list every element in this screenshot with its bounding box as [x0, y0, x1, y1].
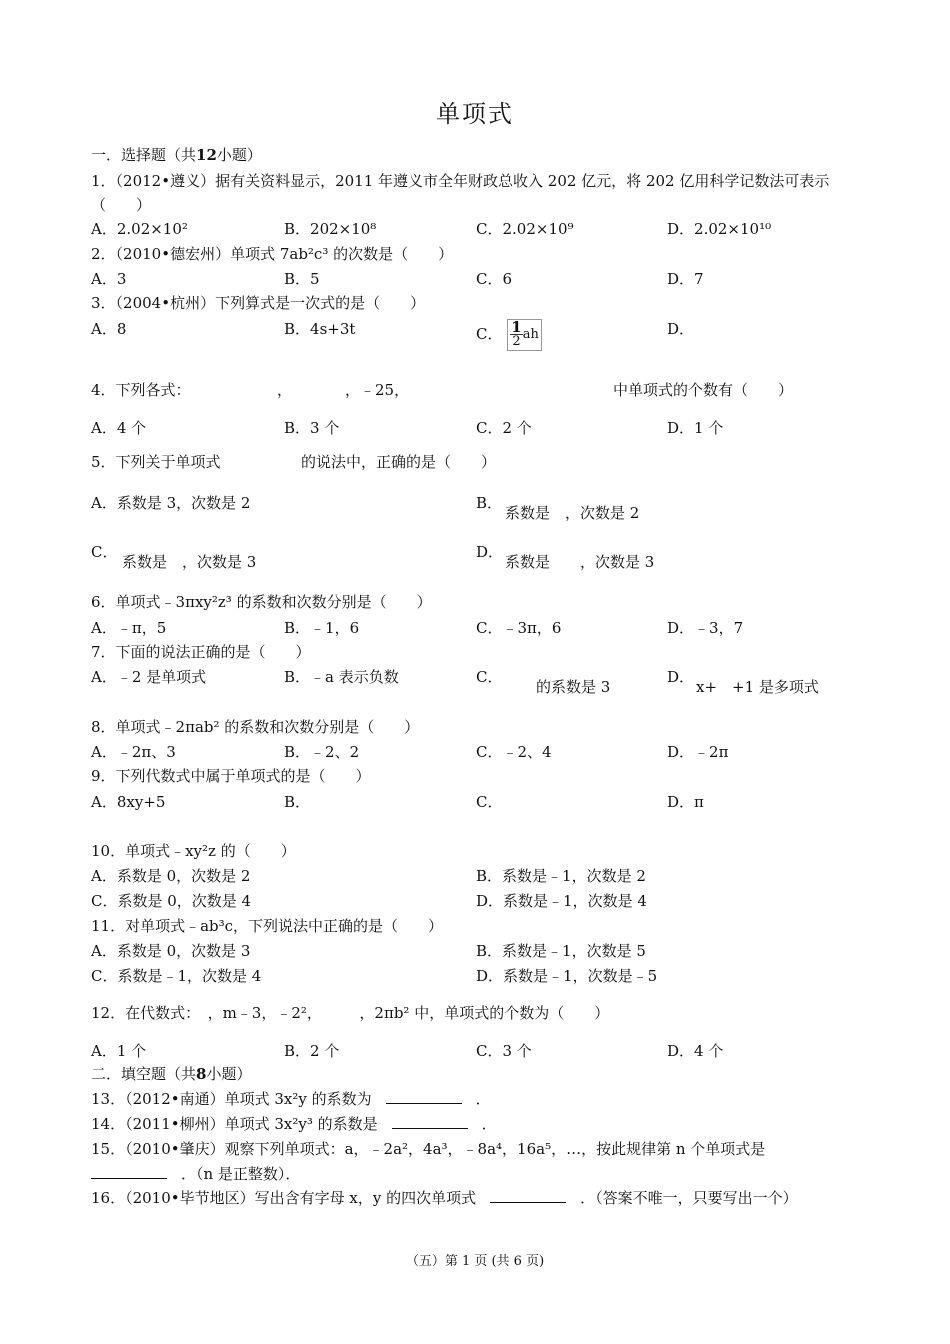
- q5-option-b[interactable]: B． 系数是 ，次数是 2: [476, 494, 640, 522]
- q10-option-a[interactable]: A．系数是 0，次数是 2: [91, 867, 251, 885]
- question-12: 12．在代数式： ，m﹣3，﹣2²， ，2πb² 中，单项式的个数为（ ）: [91, 1004, 610, 1022]
- question-6: 6．单项式﹣3πxy²z³ 的系数和次数分别是（ ）: [91, 593, 432, 611]
- page-title: 单项式: [436, 100, 514, 128]
- q12-option-b[interactable]: B．2 个: [284, 1042, 340, 1060]
- q11-option-b[interactable]: B．系数是﹣1，次数是 5: [476, 942, 646, 960]
- q7-option-b[interactable]: B．﹣a 表示负数: [284, 668, 399, 686]
- q9-option-b[interactable]: B．: [284, 793, 311, 811]
- question-11: 11．对单项式﹣ab³c，下列说法中正确的是（ ）: [91, 917, 444, 935]
- question-7: 7．下面的说法正确的是（ ）: [91, 643, 311, 661]
- q7-option-c[interactable]: C． 的系数是 3: [476, 668, 611, 696]
- q2-option-a[interactable]: A．3: [91, 270, 127, 288]
- q4-option-b[interactable]: B．3 个: [284, 419, 340, 437]
- q8-option-a[interactable]: A．﹣2π、3: [91, 743, 176, 761]
- q11-option-a[interactable]: A．系数是 0，次数是 3: [91, 942, 251, 960]
- q14-answer-blank[interactable]: [392, 1114, 468, 1129]
- q2-option-d[interactable]: D．7: [667, 270, 704, 288]
- q12-option-a[interactable]: A．1 个: [91, 1042, 147, 1060]
- q13-answer-blank[interactable]: [386, 1089, 462, 1104]
- question-13: 13．（2012•南通）单项式 3x²y 的系数为 ．: [91, 1090, 491, 1108]
- q3-formula-image: $\frac{1}{2}$ ah: [507, 319, 542, 351]
- q10-option-b[interactable]: B．系数是﹣1，次数是 2: [476, 867, 646, 885]
- section-choice-header: 一．选择题（共12小题）: [91, 146, 262, 164]
- q9-option-d[interactable]: D．π: [667, 793, 704, 811]
- question-15: 15．（2010•肇庆）观察下列单项式：a，﹣2a²，4a³，﹣8a⁴，16a⁵，…，按此规律第 n 个单项式是: [91, 1140, 766, 1158]
- q9-option-a[interactable]: A．8xy+5: [91, 793, 166, 811]
- page-footer: （五）第 1 页 (共 6 页): [405, 1254, 545, 1269]
- q3-option-b[interactable]: B．4s+3t: [284, 320, 356, 338]
- q1-option-a[interactable]: A．2.02×10²: [91, 220, 188, 238]
- q1-option-b[interactable]: B．202×10⁸: [284, 220, 377, 238]
- q15-answer-blank[interactable]: [91, 1164, 167, 1179]
- question-9: 9．下列代数式中属于单项式的是（ ）: [91, 767, 371, 785]
- q11-option-c[interactable]: C．系数是﹣1，次数是 4: [91, 967, 262, 985]
- section-fill-header: 二．填空题（共8小题）: [91, 1065, 252, 1083]
- question-1: 1．（2012•遵义）据有关资料显示，2011 年遵义市全年财政总收入 202 亿元，将 202 亿用科学记数法可表示（ ）: [91, 172, 830, 214]
- q11-option-d[interactable]: D．系数是﹣1，次数是﹣5: [476, 967, 658, 985]
- q5-option-c[interactable]: C． 系数是 ，次数是 3: [91, 543, 257, 571]
- question-16: 16．（2010•毕节地区）写出含有字母 x，y 的四次单项式 ．（答案不唯一，只要写出一个）: [91, 1189, 798, 1207]
- q2-option-c[interactable]: C．6: [476, 270, 513, 288]
- q4-option-a[interactable]: A．4 个: [91, 419, 147, 437]
- q6-option-d[interactable]: D．﹣3，7: [667, 619, 744, 637]
- q10-option-d[interactable]: D．系数是﹣1，次数是 4: [476, 892, 647, 910]
- q1-option-c[interactable]: C．2.02×10⁹: [476, 220, 574, 238]
- question-3: 3．（2004•杭州）下列算式是一次式的是（ ）: [91, 294, 426, 312]
- q6-option-b[interactable]: B．﹣1，6: [284, 619, 360, 637]
- q2-option-b[interactable]: B．5: [284, 270, 320, 288]
- q12-option-c[interactable]: C．3 个: [476, 1042, 532, 1060]
- q3-option-d[interactable]: D．: [667, 320, 695, 338]
- q8-option-b[interactable]: B．﹣2、2: [284, 743, 360, 761]
- q1-option-d[interactable]: D．2.02×10¹⁰: [667, 220, 772, 238]
- q5-option-d[interactable]: D． 系数是 ，次数是 3: [476, 543, 655, 571]
- question-5: 5．下列关于单项式 的说法中，正确的是（ ）: [91, 453, 497, 471]
- q7-option-d[interactable]: D． x+ +1 是多项式: [667, 668, 819, 696]
- question-8: 8．单项式﹣2πab² 的系数和次数分别是（ ）: [91, 718, 420, 736]
- q3-option-a[interactable]: A．8: [91, 320, 127, 338]
- q4-option-d[interactable]: D．1 个: [667, 419, 724, 437]
- q16-answer-blank[interactable]: [490, 1188, 566, 1203]
- q3-option-c[interactable]: C． $\frac{1}{2}$ ah: [476, 319, 542, 351]
- q8-option-d[interactable]: D．﹣2π: [667, 743, 729, 761]
- q7-option-a[interactable]: A．﹣2 是单项式: [91, 668, 207, 686]
- q10-option-c[interactable]: C．系数是 0，次数是 4: [91, 892, 252, 910]
- q4-option-c[interactable]: C．2 个: [476, 419, 532, 437]
- q9-option-c[interactable]: C．: [476, 793, 503, 811]
- question-4: 4．下列各式： ， ，﹣25， 中单项式的个数有（ ）: [91, 381, 794, 399]
- question-15-line2: ．（n 是正整数）．: [91, 1164, 300, 1184]
- q5-option-a[interactable]: A．系数是 3，次数是 2: [91, 494, 251, 512]
- q8-option-c[interactable]: C．﹣2、4: [476, 743, 552, 761]
- question-2: 2．（2010•德宏州）单项式 7ab²c³ 的次数是（ ）: [91, 245, 454, 263]
- q6-option-c[interactable]: C．﹣3π，6: [476, 619, 562, 637]
- question-14: 14．（2011•柳州）单项式 3x²y³ 的系数是 ．: [91, 1115, 497, 1133]
- question-10: 10．单项式﹣xy²z 的（ ）: [91, 842, 296, 860]
- q6-option-a[interactable]: A．﹣π，5: [91, 619, 167, 637]
- q12-option-d[interactable]: D．4 个: [667, 1042, 724, 1060]
